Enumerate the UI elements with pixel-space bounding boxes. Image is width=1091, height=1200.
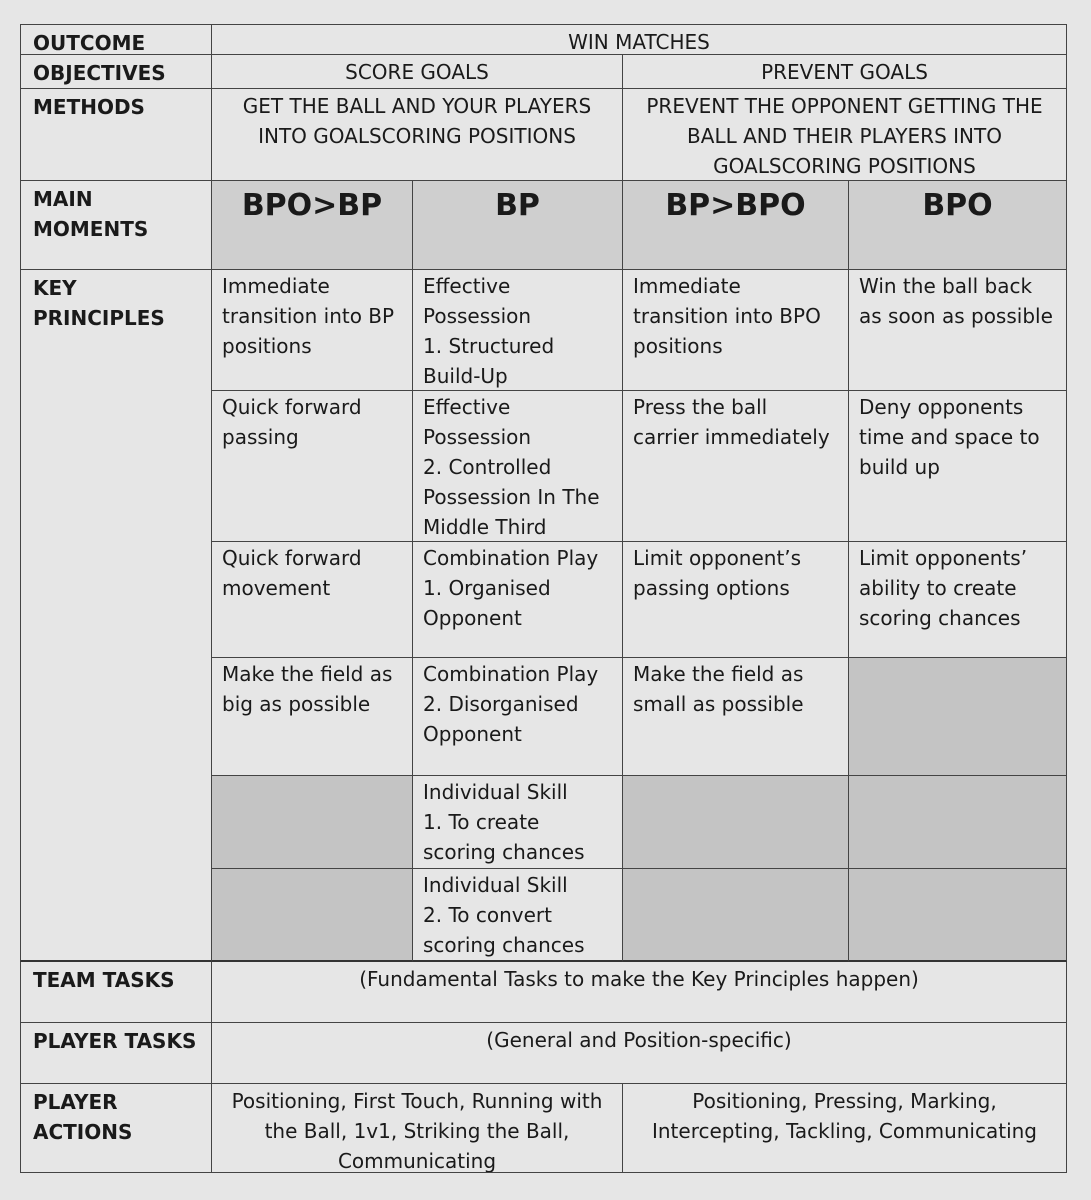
key-principle-line: transition into BPO xyxy=(633,304,821,328)
key-principle-line: Make the field as xyxy=(633,662,804,686)
key-principle-cell xyxy=(849,542,1067,658)
key-principle-cell xyxy=(623,658,849,776)
key-principle-line: Quick forward xyxy=(222,546,362,570)
key-principle-line: Possession xyxy=(423,304,532,328)
key-principle-line: Immediate xyxy=(633,274,741,298)
key-principle-line: scoring chances xyxy=(423,840,585,864)
key-principle-cell xyxy=(413,658,623,776)
key-principle-cell xyxy=(623,542,849,658)
key-principle-cell xyxy=(849,391,1067,542)
text-line: ACTIONS xyxy=(33,1120,133,1144)
key-principle-cell xyxy=(413,869,623,962)
key-principle-cell xyxy=(849,776,1067,869)
key-principle-line: Opponent xyxy=(423,722,522,746)
key-principle-line: Individual Skill xyxy=(423,873,568,897)
moment-bpo: BPO xyxy=(849,181,1067,270)
key-principle-line: carrier immediately xyxy=(633,425,830,449)
key-principle-line: scoring chances xyxy=(859,606,1021,630)
text-line: Positioning, First Touch, Running with xyxy=(231,1089,603,1113)
key-principle-line: Opponent xyxy=(423,606,522,630)
text-line: INTO GOALSCORING POSITIONS xyxy=(258,124,576,148)
key-principle-line: Possession In The xyxy=(423,485,600,509)
key-principle-line: Middle Third xyxy=(423,515,547,539)
text-line: GET THE BALL AND YOUR PLAYERS xyxy=(242,94,592,118)
team-tasks-label: TEAM TASKS xyxy=(20,962,212,1023)
key-principle-cell xyxy=(212,542,413,658)
key-principle-line: Build-Up xyxy=(423,364,508,388)
key-principle-cell xyxy=(623,270,849,391)
key-principle-line: positions xyxy=(633,334,723,358)
text-line: Communicating xyxy=(337,1149,497,1173)
text-line: GOALSCORING POSITIONS xyxy=(713,154,976,178)
key-principle-line: passing xyxy=(222,425,299,449)
key-principle-line: Make the field as xyxy=(222,662,393,686)
text-line: PLAYER xyxy=(33,1090,118,1114)
methods-label: METHODS xyxy=(20,89,212,181)
text-line: MAIN xyxy=(33,187,93,211)
key-principle-line: passing options xyxy=(633,576,790,600)
player-actions-attack xyxy=(212,1084,623,1173)
key-principle-line: 2. Disorganised xyxy=(423,692,579,716)
key-principle-line: ability to create xyxy=(859,576,1017,600)
key-principle-line: movement xyxy=(222,576,331,600)
key-principle-line: Press the ball xyxy=(633,395,768,419)
key-principle-line: Effective xyxy=(423,274,511,298)
method-attack xyxy=(212,89,623,181)
key-principle-line: Quick forward xyxy=(222,395,362,419)
player-actions-label xyxy=(20,1084,212,1173)
key-principle-line: Win the ball back xyxy=(859,274,1033,298)
key-principle-cell xyxy=(212,776,413,869)
outcome-label: OUTCOME xyxy=(20,24,212,55)
key-principle-line: big as possible xyxy=(222,692,371,716)
key-principle-line: transition into BP xyxy=(222,304,395,328)
key-principle-line: Immediate xyxy=(222,274,330,298)
football-game-model-table xyxy=(20,24,1067,1173)
key-principle-line: build up xyxy=(859,455,940,479)
key-principle-line: Limit opponents’ xyxy=(859,546,1028,570)
player-tasks-value: (General and Position-specific) xyxy=(212,1023,1067,1084)
key-principle-line: as soon as possible xyxy=(859,304,1053,328)
player-tasks-label: PLAYER TASKS xyxy=(20,1023,212,1084)
key-principle-cell xyxy=(413,776,623,869)
key-principle-line: 1. Structured xyxy=(423,334,555,358)
moment-bp: BP xyxy=(413,181,623,270)
key-principle-line: Effective xyxy=(423,395,511,419)
key-principle-cell xyxy=(212,270,413,391)
key-principle-line: positions xyxy=(222,334,312,358)
key-principle-cell xyxy=(623,391,849,542)
main-moments-label xyxy=(20,181,212,270)
key-principle-cell xyxy=(212,869,413,962)
key-principle-cell xyxy=(212,391,413,542)
key-principle-line: 2. Controlled xyxy=(423,455,552,479)
key-principle-line: 2. To convert xyxy=(423,903,552,927)
key-principle-line: Possession xyxy=(423,425,532,449)
text-line: BALL AND THEIR PLAYERS INTO xyxy=(687,124,1002,148)
key-principle-line: scoring chances xyxy=(423,933,585,957)
key-principle-cell xyxy=(413,391,623,542)
objectives-label: OBJECTIVES xyxy=(20,55,212,89)
text-line: Intercepting, Tackling, Communicating xyxy=(651,1119,1038,1143)
key-principle-cell xyxy=(849,658,1067,776)
player-actions-defend xyxy=(623,1084,1067,1173)
method-defend xyxy=(623,89,1067,181)
key-principle-cell xyxy=(623,869,849,962)
moment-bpo-bp: BPO>BP xyxy=(212,181,413,270)
key-principle-cell xyxy=(212,658,413,776)
key-principle-line: Combination Play xyxy=(423,546,599,570)
key-principle-line: Limit opponent’s xyxy=(633,546,802,570)
key-principle-line: 1. Organised xyxy=(423,576,551,600)
key-principle-cell xyxy=(413,270,623,391)
outcome-value: WIN MATCHES xyxy=(212,24,1067,55)
text-line: the Ball, 1v1, Striking the Ball, xyxy=(264,1119,570,1143)
key-principle-cell xyxy=(413,542,623,658)
key-principle-line: Deny opponents xyxy=(859,395,1024,419)
key-principle-line: Individual Skill xyxy=(423,780,568,804)
key-principle-line: 1. To create xyxy=(423,810,540,834)
key-principle-line: time and space to xyxy=(859,425,1040,449)
key-principle-cell xyxy=(849,869,1067,962)
moment-bp-bpo: BP>BPO xyxy=(623,181,849,270)
text-line: MOMENTS xyxy=(33,217,149,241)
objective-score-goals: SCORE GOALS xyxy=(212,55,623,89)
objective-prevent-goals: PREVENT GOALS xyxy=(623,55,1067,89)
text-line: PREVENT THE OPPONENT GETTING THE xyxy=(646,94,1043,118)
key-principle-line: Combination Play xyxy=(423,662,599,686)
key-principles-label: KEY PRINCIPLES xyxy=(20,270,212,962)
key-principle-line: small as possible xyxy=(633,692,804,716)
key-principle-cell xyxy=(623,776,849,869)
key-principle-cell xyxy=(849,270,1067,391)
team-tasks-value: (Fundamental Tasks to make the Key Principles happen) xyxy=(212,962,1067,1023)
text-line: Positioning, Pressing, Marking, xyxy=(692,1089,997,1113)
